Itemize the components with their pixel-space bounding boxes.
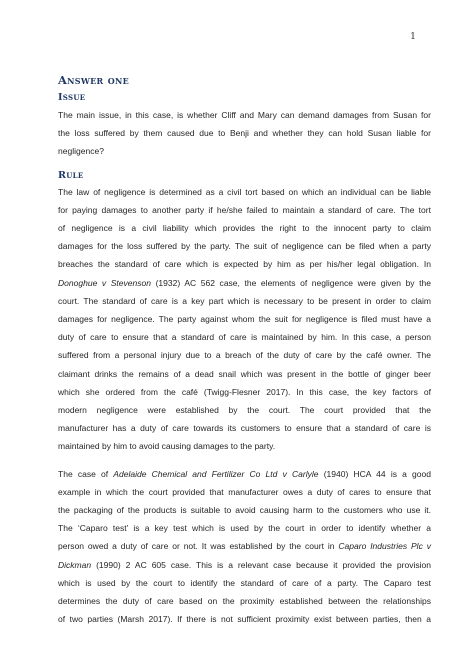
text-line: damages for negligence. The party against whom the suit for negligence is filed must have a <box>58 314 431 325</box>
document-body <box>58 72 431 628</box>
text-line: The ‘Caparo test’ is a key test which is used by the court in order to identify whether a <box>58 523 431 534</box>
case-citation: Donoghue v Stevenson <box>58 277 151 288</box>
text-line: of negligence is a civil liability which provides the right to the innocent party to claim <box>58 223 431 234</box>
text-line: modern negligence were established by the court. The court provided that the <box>58 405 431 416</box>
rule-paragraph-1 <box>58 183 431 456</box>
text-line: damages for the loss suffered by the party. The suit of negligence can be filed when a party <box>58 241 431 252</box>
issue-heading: Issue <box>58 92 86 103</box>
text-line: the packaging of the products is suitable to avoid causing harm to the customers who use it. <box>58 505 431 516</box>
issue-paragraph <box>58 106 431 161</box>
text-line: claimant drinks the remains of a dead snail which was present in the bottle of ginger beer <box>58 368 431 379</box>
text-line <box>58 274 431 292</box>
case-citation: Caparo Industries Plc v <box>338 541 431 552</box>
text-line: breaches the standard of care which is expected by him as per his/her legal obligation. In <box>58 259 431 270</box>
text-fragment: (1940) HCA 44 is a good <box>318 468 432 479</box>
rule-paragraph-2 <box>58 465 431 629</box>
text-line: negligence? <box>58 146 104 157</box>
answer-heading: Answer one <box>58 73 130 87</box>
text-line: The law of negligence is determined as a civil tort based on which an individual can be liable <box>58 186 431 197</box>
text-line: which she ordered from the café (Twigg-Flesner 2017). In this case, the key factors of <box>58 386 431 397</box>
text-line: of two parties (Marsh 2017). If there is not sufficient proximity exist between parties, then a <box>58 614 431 625</box>
text-line <box>58 556 431 574</box>
text-line: court. The standard of care is a key part which is necessary to be present in order to claim <box>58 295 431 306</box>
text-fragment: (1932) AC 562 case, the elements of negligence were given by the <box>151 277 431 288</box>
text-line: suffered from a personal injury due to a breach of the duty of care by the café owner. The <box>58 350 431 361</box>
text-line: manufacturer has a duty of care towards its customers to ensure that a standard of care is <box>58 423 431 434</box>
text-line: the loss suffered by them caused due to Benji and whether they can hold Susan liable for <box>58 128 431 139</box>
rule-heading: Rule <box>58 169 84 181</box>
text-line: The main issue, in this case, is whether Cliff and Mary can demand damages from Susan for <box>58 110 431 120</box>
text-line <box>58 537 431 555</box>
page-number: 1 <box>409 31 416 42</box>
text-line <box>58 465 431 483</box>
text-fragment: (1990) 2 AC 605 case. This is a relevant case because it provided the provision <box>91 559 431 570</box>
case-citation: Adelaide Chemical and Fertilizer Co Ltd v Carlyle <box>113 468 319 479</box>
text-line: maintained by him to avoid causing damages to the party. <box>58 441 276 452</box>
text-line: example in which the court provided that manufacturer owes a duty of cares to ensure that <box>58 486 431 497</box>
text-line: for paying damages to another party if he/she failed to maintain a standard of care. The tort <box>58 204 431 215</box>
text-line: determines the duty of care based on the proximity established between the relationships <box>58 596 431 607</box>
text-line: which is used by the court to identify the standard of care of a party. The Caparo test <box>58 577 431 588</box>
text-line: duty of care to ensure that a standard of care is maintained by him. In this case, a person <box>58 332 431 343</box>
case-citation: Dickman <box>58 559 92 570</box>
text-fragment: The case of <box>58 468 114 479</box>
text-fragment: person owed a duty of care or not. It was established by the court in <box>58 541 339 552</box>
